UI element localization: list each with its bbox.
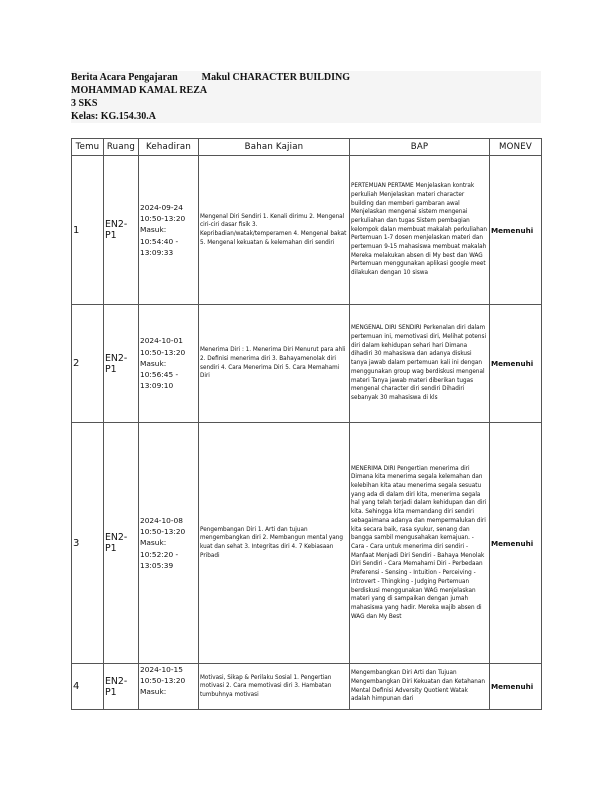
ruang-cell: EN2-P1	[104, 423, 139, 664]
time: 10:50-13:20	[140, 676, 186, 686]
date: 2024-09-24	[140, 202, 183, 212]
temu-cell: 1	[72, 156, 104, 305]
header-title-line	[71, 71, 541, 84]
doc-title: Berita Acara Pengajaran	[71, 72, 178, 83]
monev-cell: Memenuhi	[490, 664, 542, 710]
document-header	[71, 71, 541, 123]
time: 10:50-13:20	[140, 527, 186, 537]
table-row	[72, 423, 542, 664]
time: 10:50-13:20	[140, 214, 186, 224]
keluar-time: 13:09:10	[140, 381, 174, 391]
temu-cell: 4	[72, 664, 104, 710]
bap-cell: PERTEMUAN PERTAME Menjelaskan kontrak perkuliah Menjelaskan materi character building dan memberi gambaran awal Menjelaskan mengenai sistem mengenai perkuliahan dan tugas Sistem pembagian kelompok dalan membuat makalah perkuliahan Pertemuan 1-7 dosen menjelaskan materi dan pertemuan 9-15 mahasiswa membuat makalah Mereka melakukan absen di My best dan WAG Pertemuan menggunakan aplikasi google meet dilakukan dengan 10 siswa	[350, 156, 490, 305]
bap-cell: Mengembangkan Diri Arti dan Tujuan Mengembangkan Diri Kekuatan dan Ketahanan Mental Definisi Adversity Quotient Watak adalah himpunan dari	[350, 664, 490, 710]
class-code: Kelas: KG.154.30.A	[71, 111, 156, 122]
date: 2024-10-08	[140, 515, 183, 525]
kehadiran-cell	[139, 305, 199, 423]
masuk-time: 10:52:20 -	[140, 549, 179, 559]
masuk-label: Masuk:	[140, 225, 167, 235]
bap-cell: MENERIMA DIRI Pengertian menerima diri Dimana kita menerima segala kelemahan dan kelebihan kita atau menerima segala sesuatu yang ada di dalam diri kita, menerima segala hal yang telah terjadi dalam kehidupan dan diri kita. Sehingga kita memandang diri sendiri sebagaimana adanya dan mempermalukan diri kita secara baik, rasa syukur, senang dan bangga sambil mengusahakan kemajuan. - Cara - Cara untuk menerima diri sendiri - Manfaat Menjadi Diri Sendiri - Bahaya Menolak Diri Sendiri - Cara Memahami Diri - Perbedaan Preferensi - Sensing - Intuition - Perceiving - Introvert - Thingking - Judging Pertemuan berdiskusi menggunakan WAG menjelaskan materi yang di sampaikan dengan jumah mahasiswa yang hadir. Mereka wajib absen di WAG dan My Best	[350, 423, 490, 664]
date: 2024-10-01	[140, 336, 183, 346]
masuk-label: Masuk:	[140, 687, 167, 697]
bahan-kajian-cell: Pengembangan Diri 1. Arti dan tujuan mengembangkan diri 2. Membangun mental yang kuat dan sehat 3. Integritas diri 4. 7 Kebiasaan Pribadi	[199, 423, 350, 664]
bahan-kajian-cell: Mengenal Diri Sendiri 1. Kenali dirimu 2. Mengenal ciri-ciri dasar fisik 3. Kepribadian/watak/temperamen 4. Mengenal bakat 5. Mengenal kekuatan & kelemahan diri sendiri	[199, 156, 350, 305]
ruang-cell: EN2-P1	[104, 664, 139, 710]
col-header-bahan-kajian: Bahan Kajian	[199, 139, 350, 156]
table-row	[72, 156, 542, 305]
table-row	[72, 664, 542, 710]
keluar-time: 13:05:39	[140, 560, 174, 570]
bahan-kajian-cell: Motivasi, Sikap & Perilaku Sosial 1. Pengertian motivasi 2. Cara memotivasi diri 3. Hambatan tumbuhnya motivasi	[199, 664, 350, 710]
masuk-label: Masuk:	[140, 358, 167, 368]
kehadiran-cell	[139, 156, 199, 305]
col-header-monev: MONEV	[490, 139, 542, 156]
bahan-kajian-cell: Menerima Diri : 1. Menerima Diri Menurut para ahli 2. Definisi menerima diri 3. Bahayamenolak diri sendiri 4. Cara Menerima Diri 5. Cara Memahami Diri	[199, 305, 350, 423]
col-header-temu: Temu	[72, 139, 104, 156]
ruang-cell: EN2-P1	[104, 156, 139, 305]
col-header-kehadiran: Kehadiran	[139, 139, 199, 156]
kehadiran-cell	[139, 423, 199, 664]
temu-cell: 3	[72, 423, 104, 664]
monev-cell: Memenuhi	[490, 156, 542, 305]
kehadiran-cell	[139, 664, 199, 710]
ruang-cell: EN2-P1	[104, 305, 139, 423]
table-row	[72, 305, 542, 423]
col-header-ruang: Ruang	[104, 139, 139, 156]
time: 10:50-13:20	[140, 347, 186, 357]
date: 2024-10-15	[140, 665, 183, 674]
bap-table	[71, 138, 542, 710]
monev-cell: Memenuhi	[490, 305, 542, 423]
course-name: Makul CHARACTER BUILDING	[201, 72, 350, 83]
keluar-time: 13:09:33	[140, 247, 174, 257]
masuk-time: 10:56:45 -	[140, 370, 179, 380]
temu-cell: 2	[72, 305, 104, 423]
col-header-bap: BAP	[350, 139, 490, 156]
masuk-time: 10:54:40 -	[140, 236, 179, 246]
table-header-row	[72, 139, 542, 156]
bap-cell: MENGENAL DIRI SENDIRI Perkenalan diri dalam pertemuan ini, memotivasi diri, Melihat potensi diri dalam kehidupan sehari hari Dimana dihadiri 30 mahasiswa dan adanya diskusi tanya jawab dalam pertemuan kali ini dengan menggunakan group wag berdiskusi mengenal materi Tanya jawab materi diberikan tugas mengenal character diri sendiri Dihadiri sebanyak 30 mahasiswa di kls	[350, 305, 490, 423]
lecturer-name: MOHAMMAD KAMAL REZA	[71, 85, 208, 96]
masuk-label: Masuk:	[140, 538, 167, 548]
monev-cell: Memenuhi	[490, 423, 542, 664]
credits: 3 SKS	[71, 98, 98, 109]
